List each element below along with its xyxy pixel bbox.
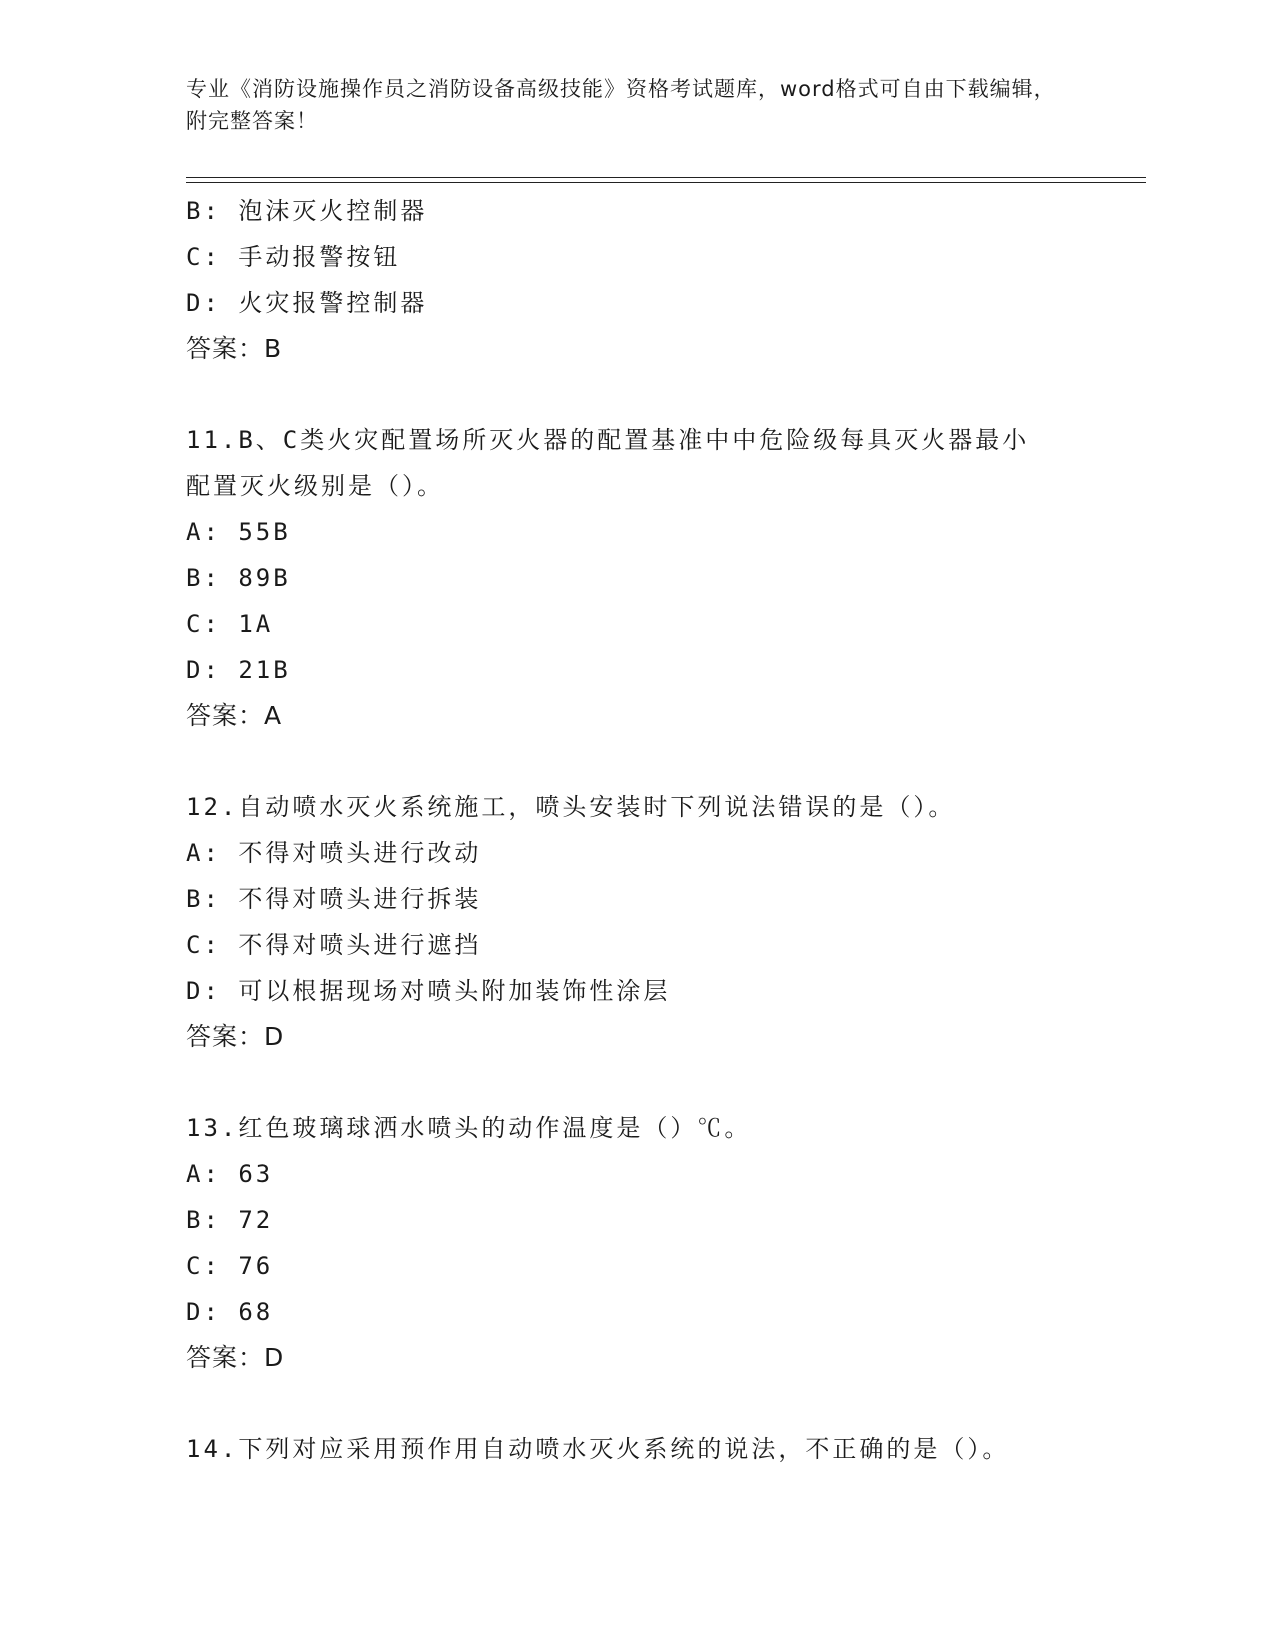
header-divider-top xyxy=(186,177,1146,178)
question-stem: 13.红色玻璃球洒水喷头的动作温度是（）℃。 xyxy=(186,1114,752,1142)
header-divider-bottom xyxy=(186,182,1146,183)
page-header: 专业《消防设施操作员之消防设备高级技能》资格考试题库，word格式可自由下载编辑，附完整答案！ xyxy=(186,77,1056,133)
option-c: C: 手动报警按钮 xyxy=(186,243,401,271)
question-stem: 11.B、C类火灾配置场所灭火器的配置基准中中危险级每具灭火器最小 xyxy=(186,426,1030,454)
option-a: A: 不得对喷头进行改动 xyxy=(186,839,482,867)
option-d: D: 可以根据现场对喷头附加装饰性涂层 xyxy=(186,977,671,1005)
question-stem-cont: 配置灭火级别是（）。 xyxy=(186,472,444,500)
question-13 xyxy=(186,1105,1086,1381)
option-b: B: 泡沫灭火控制器 xyxy=(186,197,428,225)
question-11 xyxy=(186,417,1086,739)
question-stem: 12.自动喷水灭火系统施工，喷头安装时下列说法错误的是（）。 xyxy=(186,793,956,821)
option-c: C: 不得对喷头进行遮挡 xyxy=(186,931,482,959)
option-d: D: 火灾报警控制器 xyxy=(186,289,428,317)
question-stem: 14.下列对应采用预作用自动喷水灭火系统的说法，不正确的是（）。 xyxy=(186,1435,1010,1463)
option-d: D: 21B xyxy=(186,656,291,684)
option-b: B: 89B xyxy=(186,564,291,592)
question-content xyxy=(186,188,1086,1472)
answer: 答案：D xyxy=(186,1343,285,1372)
question-12 xyxy=(186,784,1086,1060)
option-a: A: 63 xyxy=(186,1160,274,1188)
option-d: D: 68 xyxy=(186,1298,274,1326)
option-c: C: 1A xyxy=(186,610,274,638)
question-10 xyxy=(186,188,1086,372)
option-a: A: 55B xyxy=(186,518,291,546)
option-b: B: 72 xyxy=(186,1206,274,1234)
answer: 答案：A xyxy=(186,701,283,730)
option-b: B: 不得对喷头进行拆装 xyxy=(186,885,482,913)
option-c: C: 76 xyxy=(186,1252,274,1280)
answer: 答案：B xyxy=(186,334,283,363)
question-14 xyxy=(186,1426,1086,1472)
answer: 答案：D xyxy=(186,1022,285,1051)
